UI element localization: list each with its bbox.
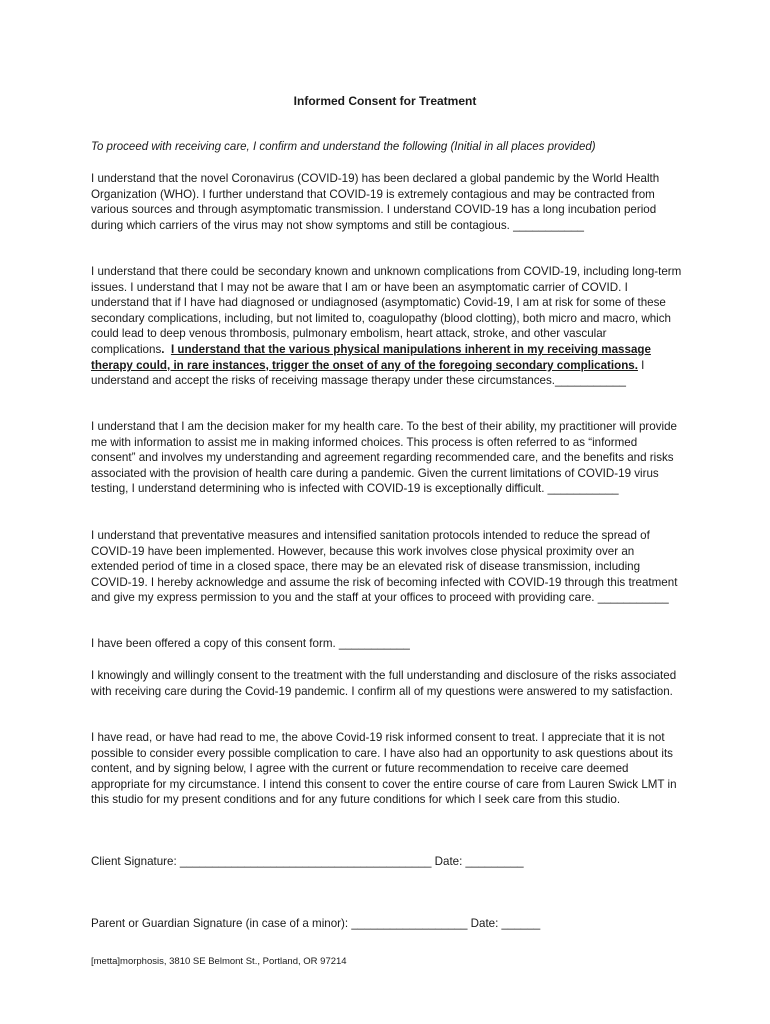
paragraph-decision-maker: I understand that I am the decision maker for my health care. To the best of their ability, my practitioner will provide me with information to assist me in making informed choices. This process is often referred to as “informed consent” and involves my understanding and agreement regarding recommended care, and the benefits and risks associated with the provision of health care during a pandemic. Given the current limitations of COVID-19 virus testing, I understand determining who is infected with COVID-19 is exceptionally difficult. ___________ bbox=[91, 420, 677, 496]
page-title: Informed Consent for Treatment bbox=[293, 94, 477, 108]
paragraph-pandemic-declaration: I understand that the novel Coronavirus (COVID-19) has been declared a global pandemic by the World Health Organization (WHO). I further understand that COVID-19 is extremely contagious and may be contracted from various sources and through asymptomatic transmission. I understand COVID-19 has a long incubation period during which carriers of the virus may not show symptoms and still be contagious. ___________ bbox=[91, 172, 660, 232]
paragraph-secondary-complications-text: I understand that there could be secondary known and unknown complications from COVID-19, including long-term issues. I understand that I may not be aware that I am or have been an asymptomatic carrier of COVID. I understand that if I have had diagnosed or undiagnosed (asymptomatic) Covid-19, I am at risk for some of these secondary complications, including, but not limited to, coagulopathy (blood clotting), both micro and macro, which could lead to deep venous thrombosis, pulmonary embolism, heart attack, stroke, and other vascular complications bbox=[91, 265, 682, 356]
client-signature-line[interactable]: Client Signature: _______________________________________ Date: _________ bbox=[91, 855, 524, 868]
paragraph-knowing-consent: I knowingly and willingly consent to the treatment with the full understanding and disclosure of the risks associated with receiving care during the Covid-19 pandemic. I confirm all of my questions were answered to my satisfaction. bbox=[91, 669, 677, 698]
paragraph-secondary-complications-accept: I understand and accept the risks of receiving massage therapy under these circumstances.___________ bbox=[91, 358, 645, 388]
footer-address: [metta]morphosis, 3810 SE Belmont St., Portland, OR 97214 bbox=[91, 956, 347, 967]
paragraph-secondary-complications bbox=[91, 264, 683, 389]
paragraph-secondary-complications-period: . bbox=[161, 342, 165, 356]
guardian-signature-line[interactable]: Parent or Guardian Signature (in case of a minor): __________________ Date: ______ bbox=[91, 917, 541, 930]
paragraph-read-acknowledgement: I have read, or have had read to me, the above Covid-19 risk informed consent to treat. I appreciate that it is not possible to consider every possible complication to care. I have also had an opportunity to ask questions about its content, and by signing below, I agree with the current or future recommendation to receive care deemed appropriate for my circumstance. I intend this consent to cover the entire course of care from Lauren Swick LMT in this studio for my present conditions and for any future conditions for which I seek care from this studio. bbox=[91, 731, 677, 807]
paragraph-copy-offered: I have been offered a copy of this consent form. ___________ bbox=[91, 637, 410, 650]
massage-risk-statement: I understand that the various physical manipulations inherent in my receiving massage therapy could, in rare instances, trigger the onset of any of the foregoing secondary complications. bbox=[91, 342, 651, 372]
paragraph-preventative-measures: I understand that preventative measures and intensified sanitation protocols intended to reduce the spread of COVID-19 have been implemented. However, because this work involves close physical proximity over an extended period of time in a closed space, there may be an elevated risk of disease transmission, including COVID-19. I hereby acknowledge and assume the risk of becoming infected with COVID-19 through this treatment and give my express permission to you and the staff at your offices to proceed with providing care. ___________ bbox=[91, 529, 678, 605]
intro-instructions: To proceed with receiving care, I confirm and understand the following (Initial in all places provided) bbox=[91, 141, 596, 153]
